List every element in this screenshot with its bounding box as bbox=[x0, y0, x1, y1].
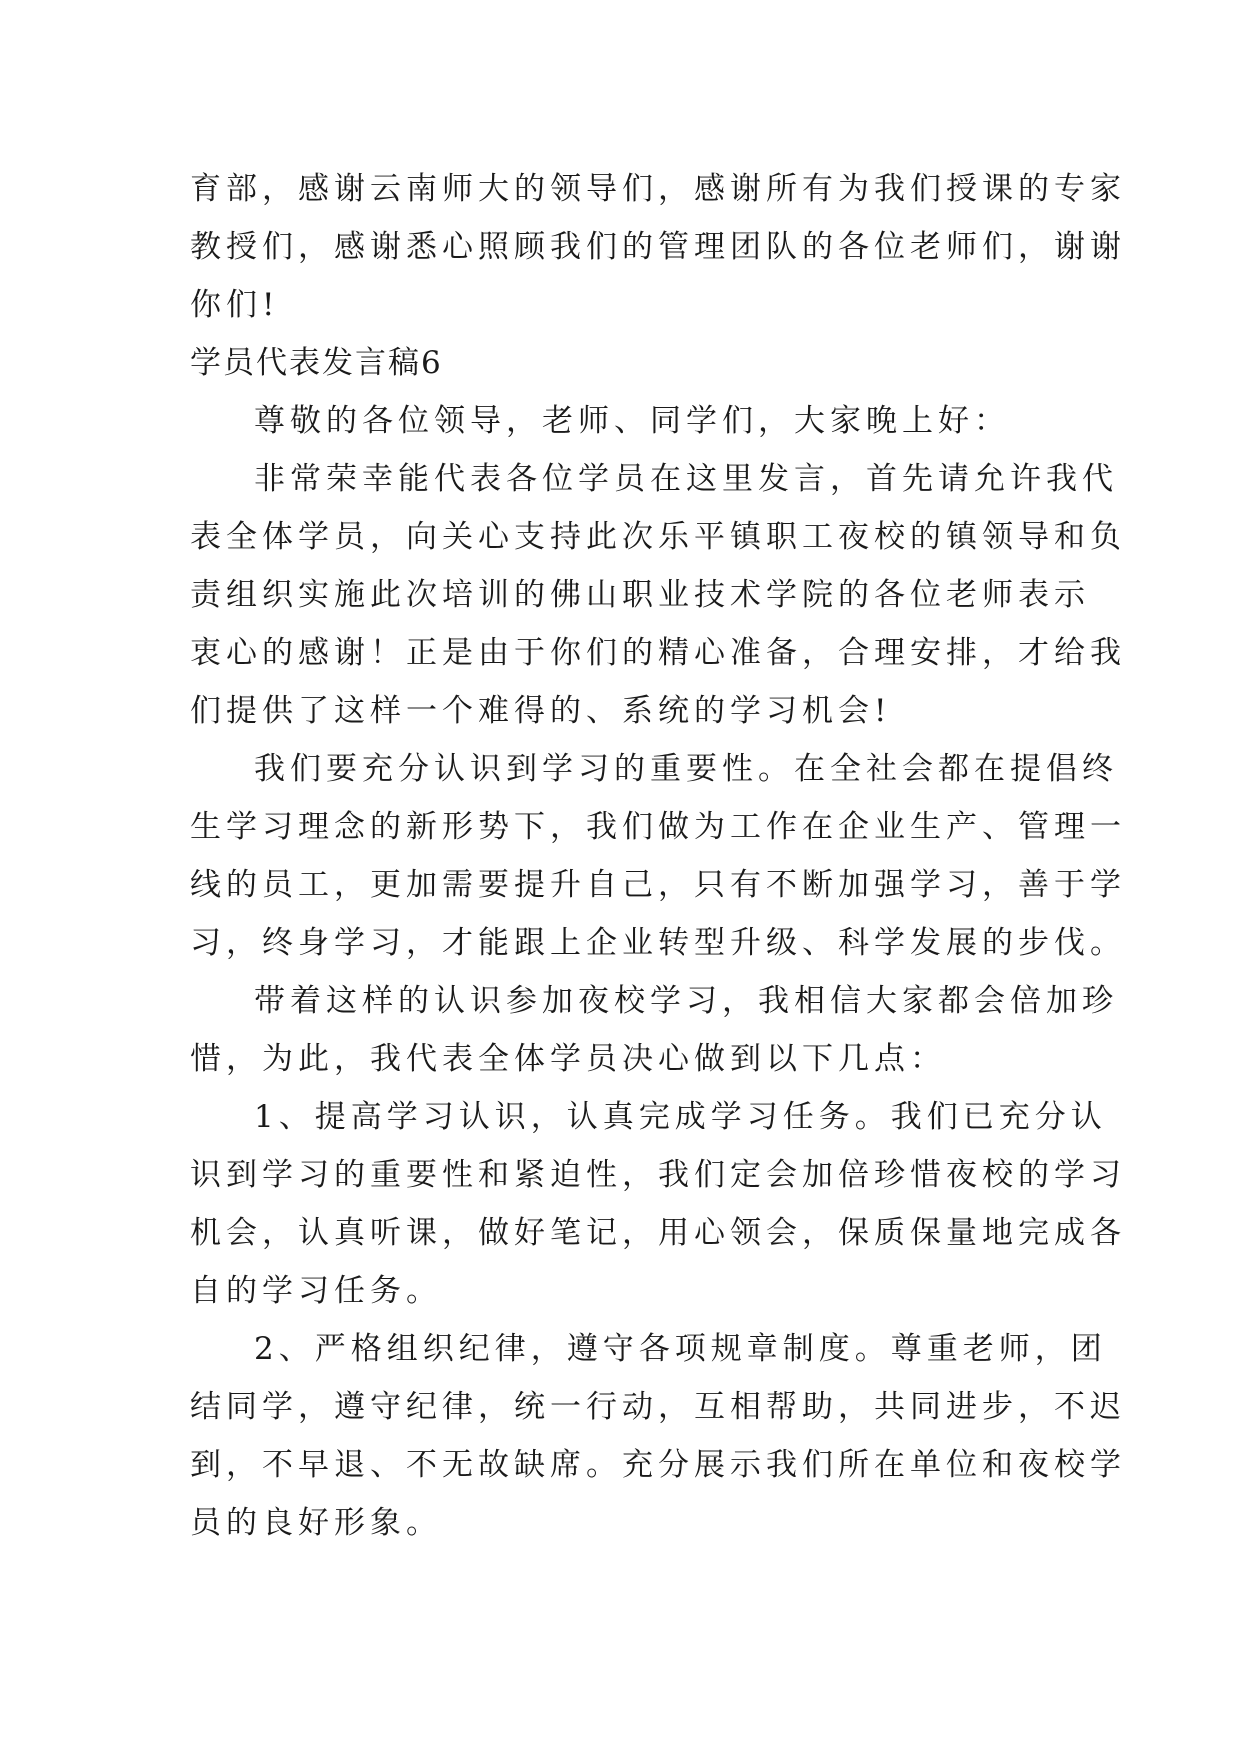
text-line: 教授们，感谢悉心照顾我们的管理团队的各位老师们，谢谢 bbox=[190, 229, 1126, 265]
salutation: 尊敬的各位领导，老师、同学们，大家晚上好： bbox=[254, 403, 1010, 439]
text-line: 表全体学员，向关心支持此次乐平镇职工夜校的镇领导和负 bbox=[190, 519, 1126, 555]
text-line: 机会，认真听课，做好笔记，用心领会，保质保量地完成各 bbox=[190, 1215, 1126, 1251]
text-line: 习，终身学习，才能跟上企业转型升级、科学发展的步伐。 bbox=[190, 925, 1126, 961]
list-item-2: 2、严格组织纪律，遵守各项规章制度。尊重老师，团 bbox=[254, 1331, 1107, 1367]
text-line: 育部，感谢云南师大的领导们，感谢所有为我们授课的专家 bbox=[190, 171, 1126, 207]
section-heading: 学员代表发言稿6 bbox=[190, 345, 443, 381]
text-line: 生学习理念的新形势下，我们做为工作在企业生产、管理一 bbox=[190, 809, 1126, 845]
text-line: 非常荣幸能代表各位学员在这里发言，首先请允许我代 bbox=[254, 461, 1118, 497]
text-line: 衷心的感谢！正是由于你们的精心准备，合理安排，才给我 bbox=[190, 635, 1126, 671]
text-line: 带着这样的认识参加夜校学习，我相信大家都会倍加珍 bbox=[254, 983, 1118, 1019]
text-line: 员的良好形象。 bbox=[190, 1505, 442, 1541]
text-line: 自的学习任务。 bbox=[190, 1273, 442, 1309]
document-body bbox=[190, 160, 1126, 1552]
text-line: 识到学习的重要性和紧迫性，我们定会加倍珍惜夜校的学习 bbox=[190, 1157, 1126, 1193]
text-line: 我们要充分认识到学习的重要性。在全社会都在提倡终 bbox=[254, 751, 1118, 787]
text-line: 结同学，遵守纪律，统一行动，互相帮助，共同进步，不迟 bbox=[190, 1389, 1126, 1425]
text-line: 你们! bbox=[190, 287, 280, 323]
text-line: 惜，为此，我代表全体学员决心做到以下几点： bbox=[190, 1041, 946, 1077]
text-line: 责组织实施此次培训的佛山职业技术学院的各位老师表示 bbox=[190, 577, 1090, 613]
text-line: 到，不早退、不无故缺席。充分展示我们所在单位和夜校学 bbox=[190, 1447, 1126, 1483]
text-line: 们提供了这样一个难得的、系统的学习机会! bbox=[190, 693, 892, 729]
text-line: 线的员工，更加需要提升自己，只有不断加强学习，善于学 bbox=[190, 867, 1126, 903]
list-item-1: 1、提高学习认识，认真完成学习任务。我们已充分认 bbox=[254, 1099, 1107, 1135]
